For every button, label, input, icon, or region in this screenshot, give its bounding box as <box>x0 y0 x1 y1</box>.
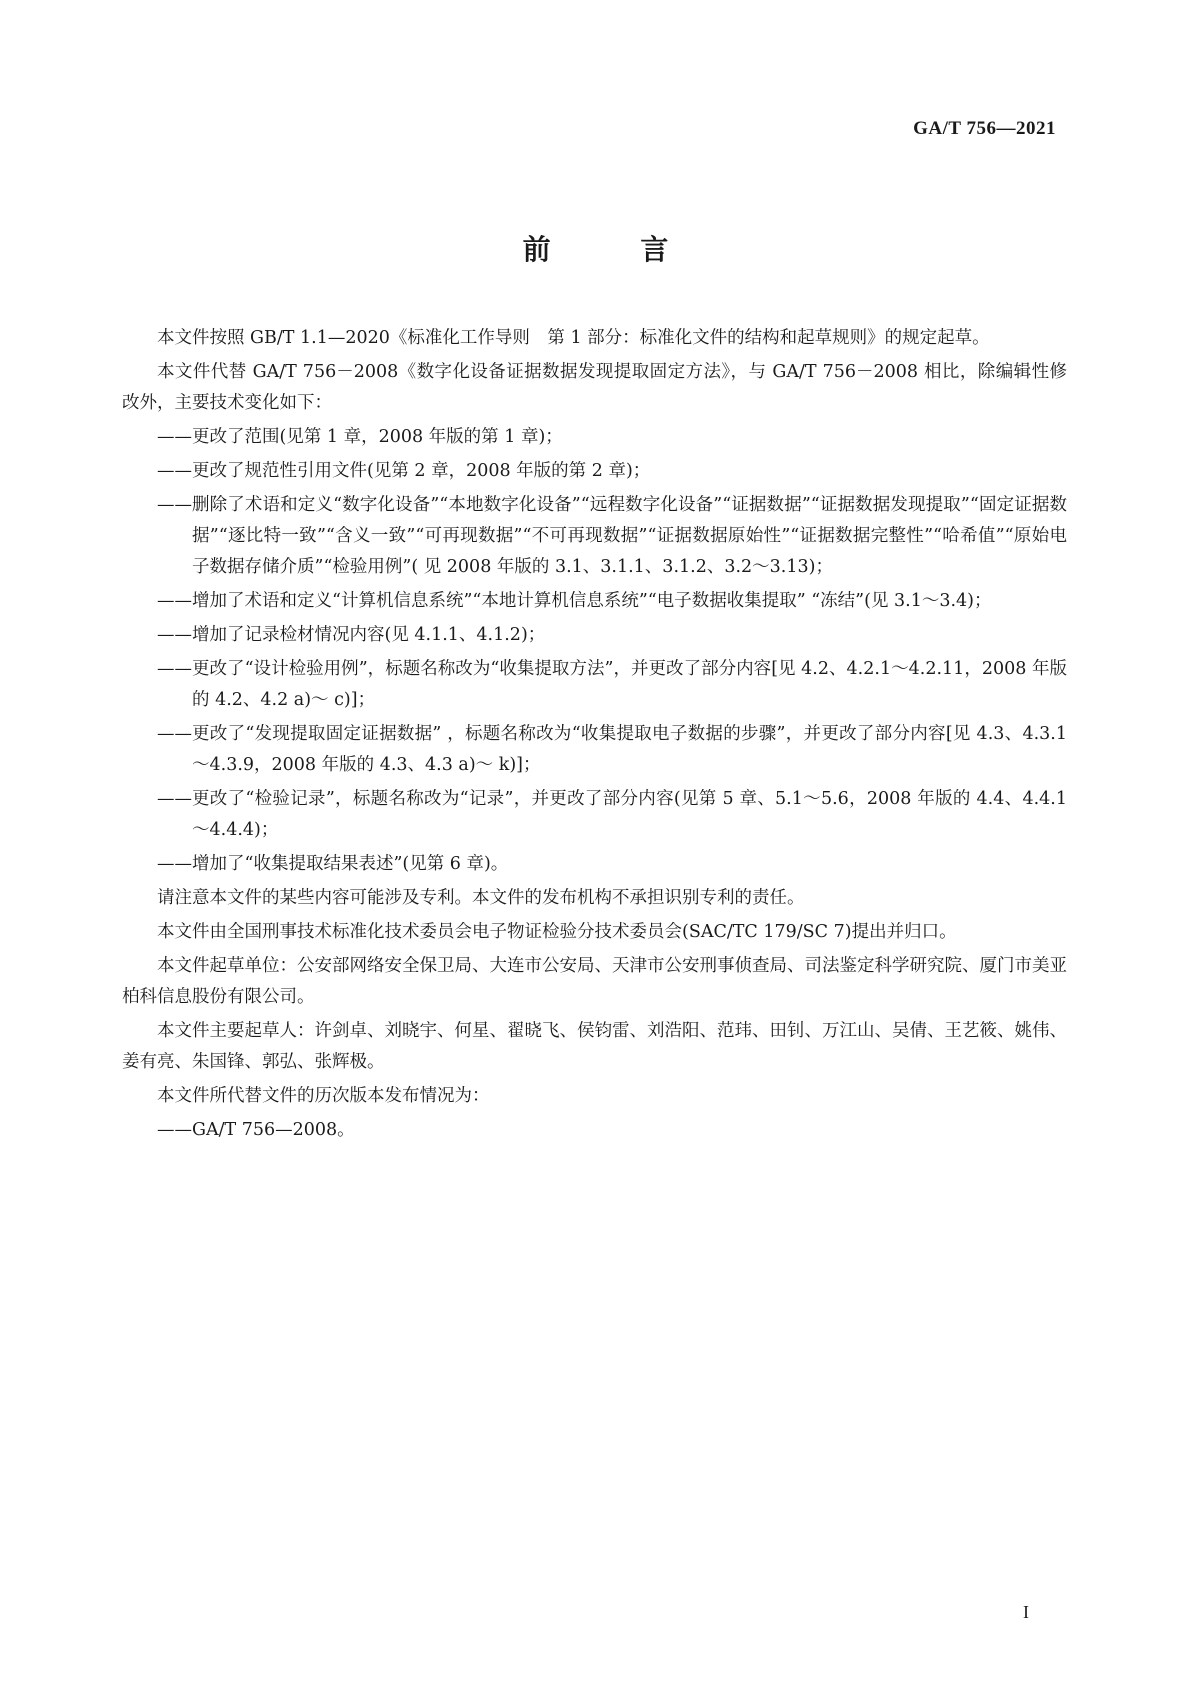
page-title: 前 言 <box>522 233 709 266</box>
paragraph: 本文件起草单位：公安部网络安全保卫局、大连市公安局、天津市公安刑事侦查局、司法鉴定科学研究院、厦门市美亚柏科信息股份有限公司。 <box>122 956 1067 1007</box>
dash-marker: —— <box>157 789 192 809</box>
list-item <box>122 849 1067 880</box>
list-item-text: 更改了“检验记录”，标题名称改为“记录”，并更改了部分内容(见第 5 章、5.1～5.6，2008 年版的 4.4、4.4.1～4.4.4)； <box>192 789 1067 840</box>
document-code: GA/T 756—2021 <box>913 118 1056 139</box>
page-number: I <box>1023 1602 1029 1622</box>
list-item-text: 更改了“设计检验用例”，标题名称改为“收集提取方法”，并更改了部分内容[见 4.2、4.2.1～4.2.11，2008 年版的 4.2、4.2 a)～ c)]； <box>192 659 1067 710</box>
history-item <box>122 1115 1067 1146</box>
history-item-text: GA/T 756—2008。 <box>192 1120 355 1140</box>
list-item-text: 增加了术语和定义“计算机信息系统”“本地计算机信息系统”“电子数据收集提取” “冻结”(见 3.1～3.4)； <box>192 591 992 611</box>
list-item-text: 删除了术语和定义“数字化设备”“本地数字化设备”“远程数字化设备”“证据数据”“证据数据发现提取”“固定证据数据”“逐比特一致”“含义一致”“可再现数据”“不可再现数据”“证据数据原始性”“证据数据完整性”“哈希值”“原始电子数据存储介质”“检验用例”( 见 2008 年版的 3.1、3.1.1、3.1.2、3.2～3.13)； <box>192 495 1067 577</box>
list-item <box>122 586 1067 617</box>
list-item <box>122 719 1067 781</box>
paragraph: 本文件所代替文件的历次版本发布情况为： <box>157 1086 490 1106</box>
dash-marker: —— <box>157 854 192 874</box>
paragraph: 本文件由全国刑事技术标准化技术委员会电子物证检验分技术委员会(SAC/TC 179/SC 7)提出并归口。 <box>157 922 957 942</box>
dash-marker: —— <box>157 461 192 481</box>
foreword-body <box>122 323 1067 1149</box>
dash-marker: —— <box>157 1120 192 1140</box>
paragraph: 请注意本文件的某些内容可能涉及专利。本文件的发布机构不承担识别专利的责任。 <box>157 888 805 908</box>
list-item <box>122 784 1067 846</box>
list-item-text: 更改了“发现提取固定证据数据” ，标题名称改为“收集提取电子数据的步骤”，并更改了部分内容[见 4.3、4.3.1～4.3.9，2008 年版的 4.3、4.3 a)～ k)]； <box>192 724 1067 775</box>
list-item-text: 更改了范围(见第 1 章，2008 年版的第 1 章)； <box>192 427 563 447</box>
list-item <box>122 654 1067 716</box>
paragraph: 本文件按照 GB/T 1.1—2020《标准化工作导则 第 1 部分：标准化文件的结构和起草规则》的规定起草。 <box>157 328 990 348</box>
dash-marker: —— <box>157 625 192 645</box>
dash-marker: —— <box>157 591 192 611</box>
dash-marker: —— <box>157 724 192 744</box>
paragraph: 本文件代替 GA/T 756－2008《数字化设备证据数据发现提取固定方法》，与 GA/T 756－2008 相比，除编辑性修改外，主要技术变化如下： <box>122 362 1067 413</box>
list-item <box>122 456 1067 487</box>
list-item-text: 更改了规范性引用文件(见第 2 章，2008 年版的第 2 章)； <box>192 461 651 481</box>
list-item-text: 增加了记录检材情况内容(见 4.1.1、4.1.2)； <box>192 625 546 645</box>
list-item <box>122 490 1067 583</box>
paragraph: 本文件主要起草人：许剑卓、刘晓宇、何星、翟晓飞、侯钧雷、刘浩阳、范玮、田钊、万江山、吴倩、王艺筱、姚伟、姜有亮、朱国锋、郭弘、张辉极。 <box>122 1021 1067 1072</box>
dash-marker: —— <box>157 659 192 679</box>
dash-marker: —— <box>157 495 192 515</box>
dash-marker: —— <box>157 427 192 447</box>
list-item <box>122 620 1067 651</box>
list-item <box>122 422 1067 453</box>
list-item-text: 增加了“收集提取结果表述”(见第 6 章)。 <box>192 854 509 874</box>
